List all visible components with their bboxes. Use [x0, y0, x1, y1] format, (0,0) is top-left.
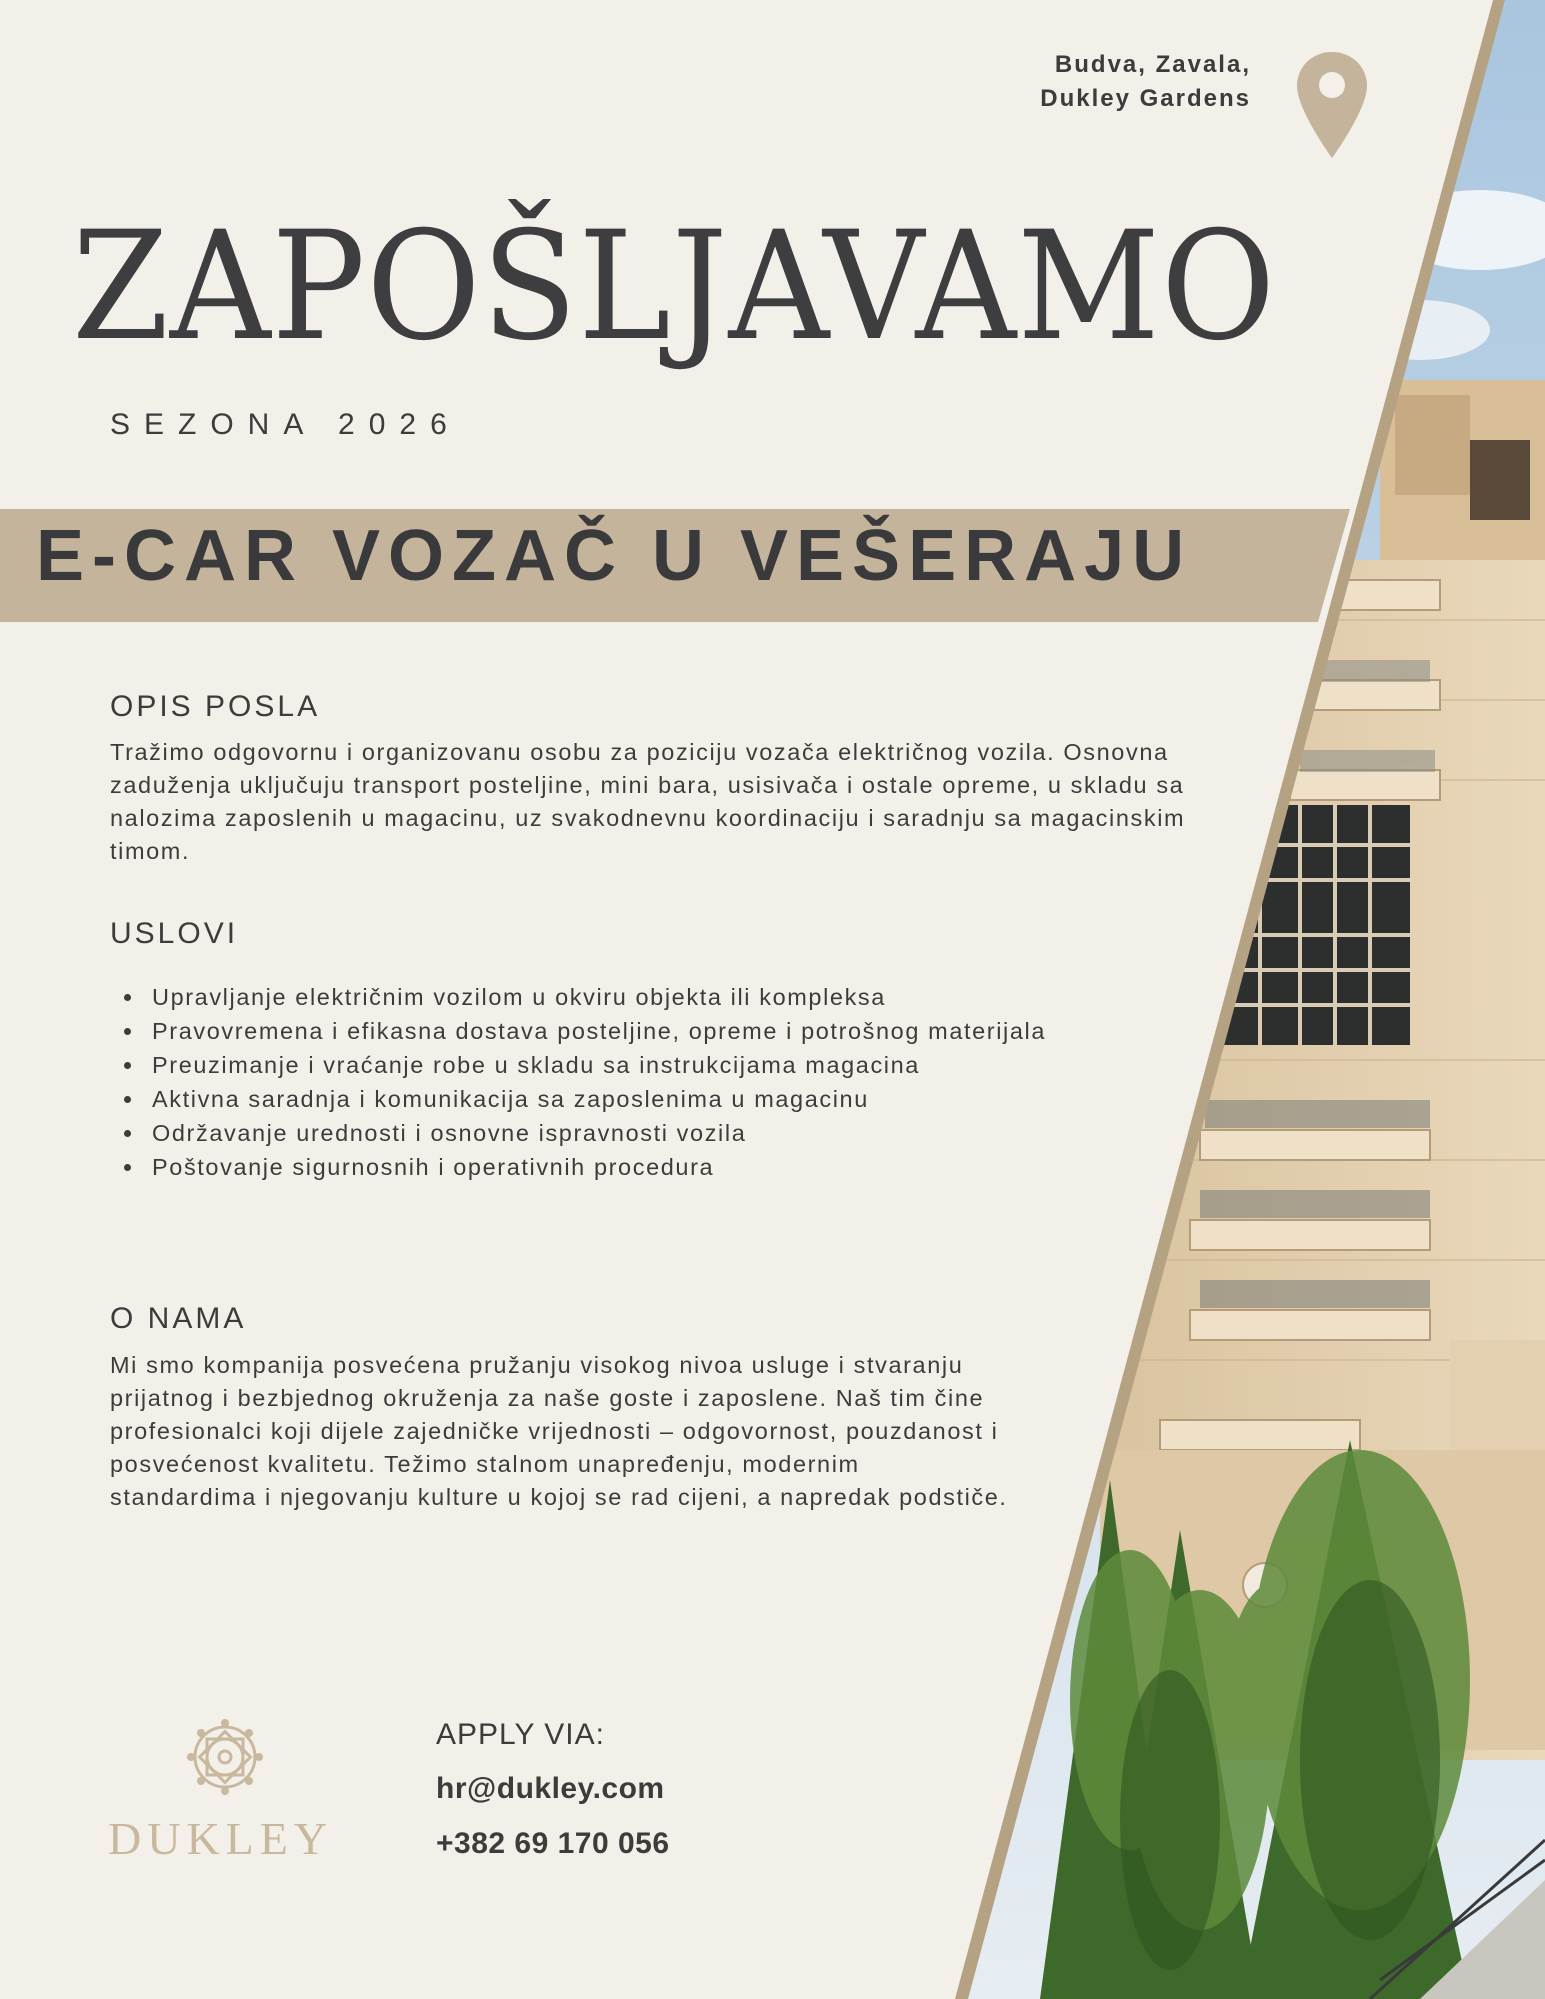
ornament-logo-icon: [185, 1717, 265, 1797]
about-text: Mi smo kompanija posvećena pružanju visokog nivoa usluge i stvaranju prijatnog i bezbjednog okruženja za naše goste i zaposlene. Naš tim čine profesionalci koji dijele zajedničke vrijednosti – odgovornost, pouzdanost i posvećenost kvalitetu. Težimo stalnom unapređenju, modernim standardima i njegovanju kulture u kojoj se rad cijeni, a napredak podstiče.: [110, 1352, 1008, 1510]
dukley-logo: DUKLEY: [108, 1813, 334, 1864]
location-address: [1040, 48, 1251, 116]
email-link[interactable]: hr@dukley.com: [436, 1772, 665, 1805]
description-heading: OPIS POSLA: [110, 690, 321, 723]
list-item: Održavanje urednosti i osnovne ispravnosti vozila: [110, 1116, 1110, 1150]
hero-subtitle: SEZONA 2026: [110, 408, 461, 441]
phone-link[interactable]: +382 69 170 056: [436, 1827, 670, 1860]
list-item: Preuzimanje i vraćanje robe u skladu sa instrukcijama magacina: [110, 1048, 1110, 1082]
list-item: Poštovanje sigurnosnih i operativnih procedura: [110, 1150, 1110, 1184]
conditions-list: [110, 980, 1110, 1184]
location-line-2: Dukley Gardens: [1040, 85, 1251, 112]
about-heading: O NAMA: [110, 1302, 247, 1335]
apply-label: APPLY VIA:: [436, 1718, 605, 1751]
job-title: E-CAR VOZAČ U VEŠERAJU: [36, 516, 1193, 596]
list-item: Upravljanje električnim vozilom u okviru objekta ili kompleksa: [110, 980, 1110, 1014]
hero-title: ZAPOŠLJAVAMO: [72, 200, 1277, 374]
list-item: Aktivna saradnja i komunikacija sa zaposlenima u magacinu: [110, 1082, 1110, 1116]
list-item: Pravovremena i efikasna dostava posteljine, opreme i potrošnog materijala: [110, 1014, 1070, 1048]
location-line-1: Budva, Zavala,: [1054, 51, 1251, 78]
description-text: Tražimo odgovornu i organizovanu osobu za poziciju vozača električnog vozila. Osnovna zaduženja uključuju transport posteljine, mini bara, usisivača i ostale opreme, u skladu sa nalozima zaposlenih u magacinu, uz svakodnevnu koordinaciju i saradnju sa magacinskim timom.: [110, 739, 1186, 864]
conditions-heading: USLOVI: [110, 917, 239, 950]
map-pin-icon: [1297, 52, 1367, 158]
